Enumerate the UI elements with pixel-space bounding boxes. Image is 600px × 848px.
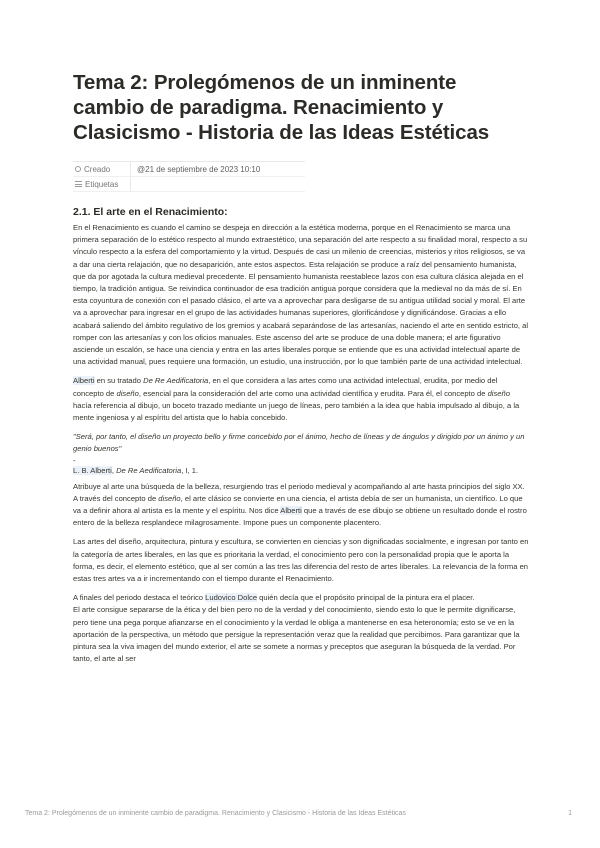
mention-link[interactable]: Ludovico Dolce [205, 593, 258, 603]
paragraph: En el Renacimiento es cuando el camino se despeja en dirección a la estética moderna, porque en el Renacimiento se marca una primera separación de lo estético respecto al mundo extraestético, una separación del arte respecto a su finalidad moral, respecto a su vínculo respecto a la esfera del comportamiento y la virtud. Después de casi un milenio de creencias, misterios y ritos religiosos, se va a dar una cierta relajación, que no desaparición, ante estos aspectos. Esta relajación se produce a raíz del pensamiento humanista, que da por agotada la cultura medieval precedente. El pensamiento humanista reestablece lazos con esa cultura clásica alejada en el tiempo, la tradición antigua. Se reivindica continuador de esa tradición antigua porque considera que la medieval no da más de sí. En esta coyuntura de conexión con el pasado clásico, el arte va a aprovechar para desligarse de su antigua utilidad social y moral. El arte va a aprovechar para ingresar en el grupo de las actividades humanas superiores, glorificándose y dignificándose. Gracias a ello acabará saliendo del ámbito regulativo de los gremios y acabará separándose de las artesanías, naciendo el arte en sentido estricto, al romper con las artesanías y con los oficios manuales. Este ascenso del arte se produce de una doble manera; el arte figurativo asciende un escalón, se hace una ciencia y entra en las artes liberales porque se entiende que es una actividad intelectual aparte de una actividad manual, pues requiere una formación, un estudio, una instrucción, por lo que también parte de una actividad intelectual. [73, 223, 529, 367]
clock-icon [75, 166, 81, 172]
page-footer [25, 810, 572, 817]
property-key: Creado [84, 164, 111, 174]
list-icon [75, 181, 82, 187]
mention-link[interactable]: L. B. Alberti [73, 465, 112, 475]
mention-link[interactable]: Alberti [73, 376, 95, 386]
section-heading: 2.1. El arte en el Renacimiento: [73, 206, 228, 218]
paragraph: A finales del periodo destaca el teórico Ludovico Dolce quién decía que el propósito principal de la pintura era el placer. [73, 593, 475, 603]
property-row-tags [73, 177, 305, 192]
property-value: @21 de septiembre de 2023 10:10 [137, 164, 261, 174]
properties-table [73, 161, 305, 192]
paragraph: Alberti en su tratado De Re Aedificatoria, en el que considera a las artes como una actividad intelectual, erudita, por medio del concepto de diseño, esencial para la consideración del arte como una actividad científica y erudita. Para él, el concepto de diseño hacía referencia al dibujo, un boceto trazado mediante un juego de líneas, pero también a la idea que había impulsado al dibujo, a la mente ingeniosa y al espíritu del artista que lo había concebido. [73, 376, 520, 423]
quote-dash: - [73, 455, 76, 465]
property-row-created [73, 162, 305, 177]
mention-link[interactable]: Alberti [280, 506, 302, 516]
quote-citation: L. B. Alberti, De Re Aedificatoria, I, 1. [73, 465, 199, 475]
paragraph: Las artes del diseño, arquitectura, pintura y escultura, se convierten en ciencias y son dignificadas socialmente, e ingresan por tanto en la categoría de artes liberales, en las que es prioritaria la verdad, el conocimiento pero con la personalidad propia que le aporta la forma, es decir, el elemento estético, que al ser común a las tres las diferencia del resto de artes liberales. La relevancia de la forma en estas tres artes va a ir incrementando con el tiempo durante el Renacimiento. [73, 537, 529, 584]
block-quote: "Será, por tanto, el diseño un proyecto bello y firme concebido por el ánimo, hecho de líneas y de ángulos y dirigido por un ánimo y un genio buenos" [73, 432, 525, 454]
page-title: Tema 2: Prolegómenos de un inminente cambio de paradigma. Renacimiento y Clasicismo - Historia de las Ideas Estéticas [73, 71, 490, 144]
property-key: Etiquetas [85, 179, 119, 189]
page-number: 1 [568, 810, 572, 817]
document-page [73, 70, 529, 666]
footer-title: Tema 2: Prolegómenos de un inminente cambio de paradigma. Renacimiento y Clasicismo - Historia de las Ideas Estéticas [25, 810, 406, 817]
paragraph: El arte consigue separarse de la ética y del bien pero no de la verdad y del conocimiento, siendo esto lo que le permite dignificarse, pero tiene una pega porque afianzarse en el conocimiento y la verdad le obliga a mantenerse en esa heteronomía; esto se ve en la aportación de la perspectiva, un método que persigue la representación veraz que la realidad que percibimos. Para garantizar que la pintura sea la viva imagen del mundo exterior, el arte se somete a normas y preceptos que aseguran la búsqueda de la verdad. Por tanto, el arte al ser [73, 605, 520, 664]
paragraph: Atribuye al arte una búsqueda de la belleza, resurgiendo tras el periodo medieval y acompañando al arte hasta principios del siglo XX. A través del concepto de diseño, el arte clásico se convierte en una ciencia, el artista debía de ser un humanista, un científico. Lo que va a definir ahora al artista es la mente y el espíritu. Nos dice Alberti que a través de ese dibujo se obtiene un resultado donde el rostro entero de la belleza resplandece milagrosamente. Impone pues un componente placentero. [73, 481, 527, 528]
